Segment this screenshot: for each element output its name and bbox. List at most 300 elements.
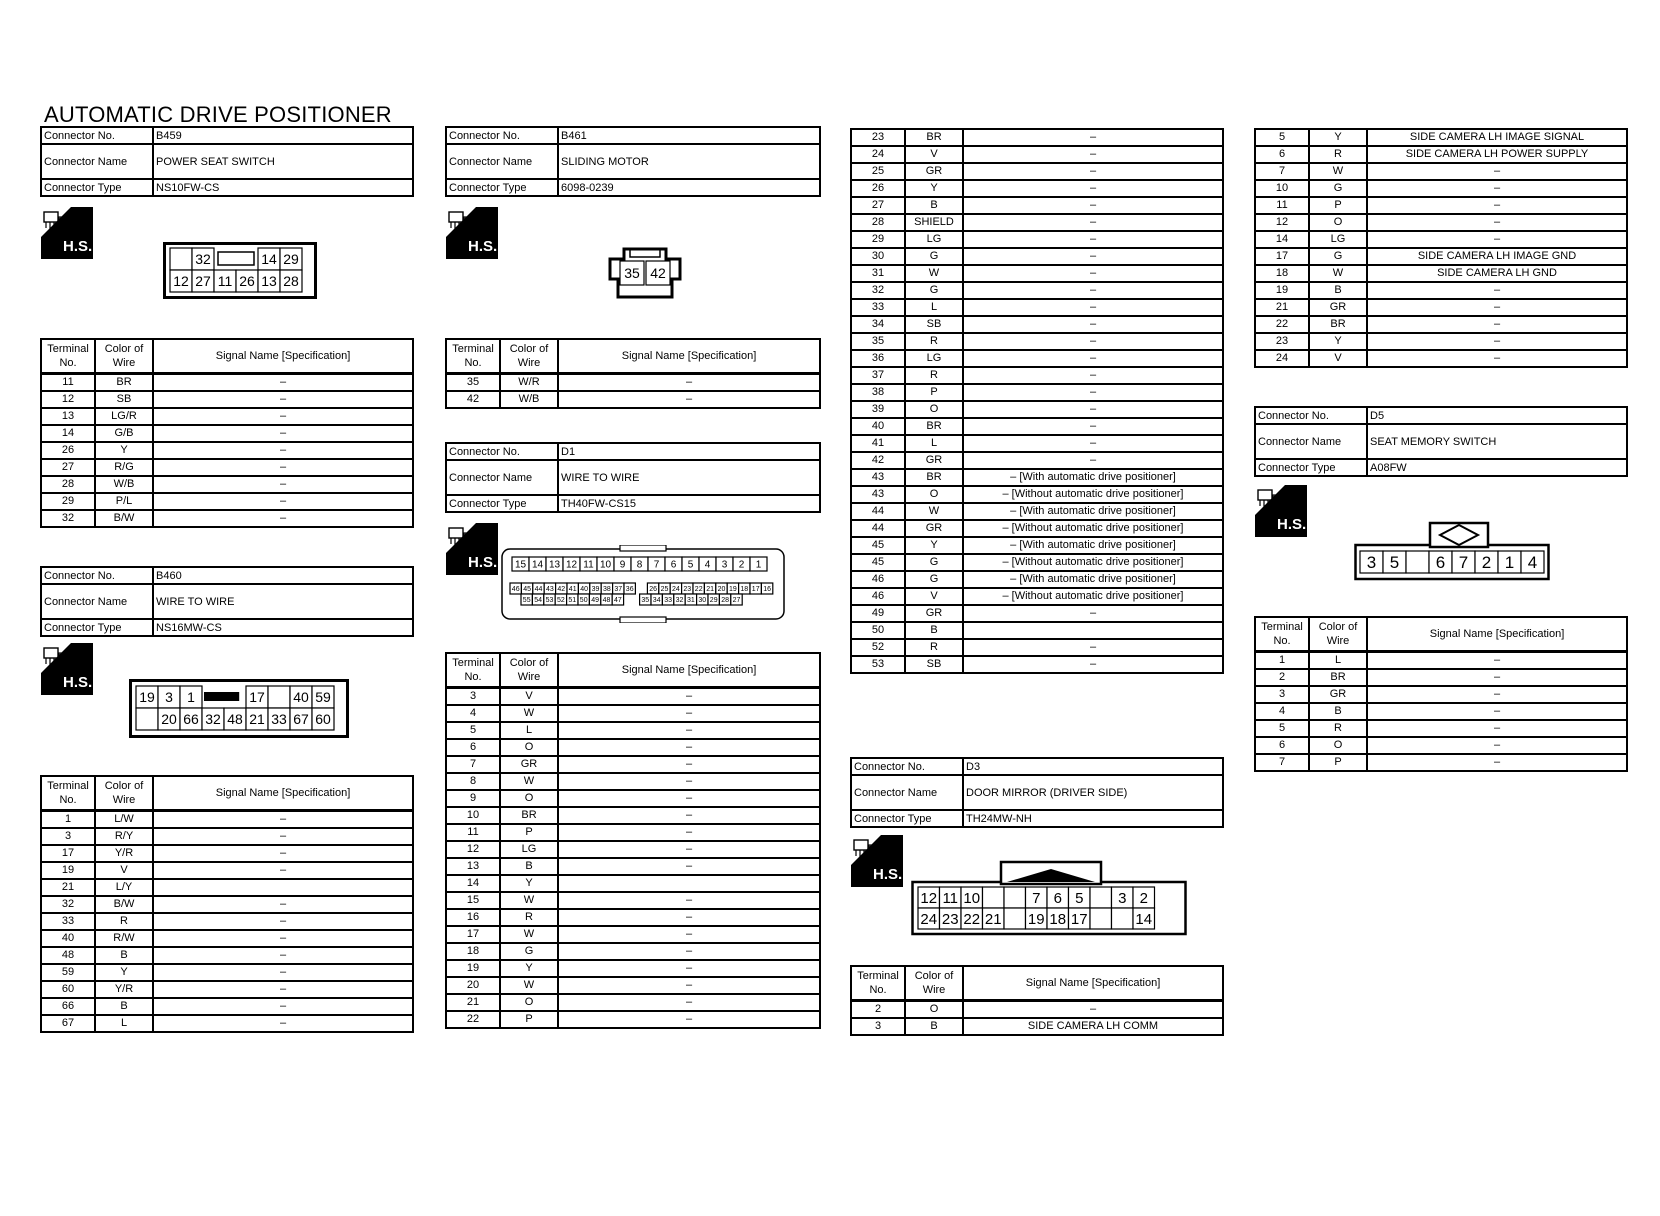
- terminal-no: 2: [1255, 669, 1309, 686]
- pin-number: 3: [721, 559, 728, 571]
- signal-name: –: [558, 909, 820, 926]
- terminal-table-b459: [40, 338, 414, 528]
- connector-pin: [699, 557, 716, 571]
- signal-name: –: [963, 146, 1223, 163]
- connector-pin: [612, 594, 623, 605]
- terminal-no: 13: [41, 408, 95, 425]
- terminal-no: 4: [1255, 703, 1309, 720]
- terminal-table-d3-b-wrap: [1254, 128, 1628, 368]
- terminal-no: 59: [41, 964, 95, 981]
- signal-name: –: [558, 705, 820, 722]
- signal-name: –: [558, 391, 820, 408]
- header-signal: Signal Name [Specification]: [963, 966, 1223, 1000]
- signal-name: –: [558, 807, 820, 824]
- connector-no-value: D3: [963, 758, 1223, 775]
- connector-no-value: D1: [558, 443, 820, 460]
- wire-color: B: [905, 1018, 963, 1035]
- terminal-no: 14: [1255, 231, 1309, 248]
- connector-pin: [693, 583, 704, 594]
- connector-type-value: 6098-0239: [558, 179, 820, 196]
- signal-name: –: [558, 687, 820, 705]
- connector-pin: [180, 708, 202, 730]
- signal-name: –: [153, 391, 413, 408]
- wire-color: P: [1309, 197, 1367, 214]
- wire-color: R/G: [95, 459, 153, 476]
- connector-pin: [521, 583, 532, 594]
- label-connector-no: Connector No.: [41, 567, 153, 584]
- signal-name: –: [963, 316, 1223, 333]
- terminal-no: 18: [1255, 265, 1309, 282]
- header-signal: Signal Name [Specification]: [153, 776, 413, 810]
- terminal-no: 41: [851, 435, 905, 452]
- pin-number: 11: [217, 273, 233, 290]
- pin-number: 11: [942, 889, 959, 907]
- table-row: [851, 418, 1223, 435]
- harness-side-icon: [41, 207, 93, 264]
- terminal-no: 16: [446, 909, 500, 926]
- table-row: [851, 299, 1223, 316]
- connector-pin: [1133, 908, 1155, 929]
- connector-pin: [532, 594, 543, 605]
- signal-name: –: [1367, 197, 1627, 214]
- signal-name: –: [963, 231, 1223, 248]
- wire-color: L: [500, 722, 558, 739]
- signal-name: –: [153, 930, 413, 947]
- connector-pin: [556, 583, 567, 594]
- terminal-no: 7: [1255, 754, 1309, 771]
- terminal-no: 17: [1255, 248, 1309, 265]
- terminal-no: 53: [851, 656, 905, 673]
- signal-name: –: [153, 1015, 413, 1032]
- connector-pin: [1069, 887, 1091, 908]
- wire-color: Y: [905, 537, 963, 554]
- connector-face-d3: [911, 860, 1187, 936]
- table-row: [1255, 231, 1627, 248]
- table-row: [1255, 350, 1627, 367]
- connector-pin: [567, 594, 578, 605]
- label-connector-type: Connector Type: [446, 495, 558, 512]
- table-row: [41, 391, 413, 408]
- pin-number: 26: [239, 273, 255, 290]
- table-row: [446, 687, 820, 705]
- pin-number: 30: [698, 597, 707, 605]
- connector-pin: [1475, 551, 1498, 573]
- connector-pin: [731, 594, 742, 605]
- pin-number: 38: [603, 586, 611, 594]
- connector-pin: [716, 557, 733, 571]
- terminal-no: 36: [851, 350, 905, 367]
- signal-name: –: [1367, 214, 1627, 231]
- pin-number: 49: [591, 597, 599, 605]
- table-row: [41, 964, 413, 981]
- wire-color: Y/R: [95, 845, 153, 862]
- pin-number: 3: [165, 689, 173, 706]
- header-color: Color of Wire: [95, 776, 153, 810]
- terminal-no: 22: [1255, 316, 1309, 333]
- connector-pin: [1133, 887, 1155, 908]
- signal-name: –: [558, 739, 820, 756]
- connector-pin: [546, 557, 563, 571]
- harness-side-icon: [851, 835, 903, 892]
- connector-pin: [192, 248, 214, 270]
- connector-pin: [1026, 887, 1048, 908]
- pin-number: 13: [261, 273, 277, 290]
- wire-color: P: [905, 384, 963, 401]
- hs-label: H.S.: [468, 554, 498, 571]
- wire-color: O: [1309, 737, 1367, 754]
- wire-color: B: [500, 858, 558, 875]
- terminal-no: 21: [446, 994, 500, 1011]
- terminal-no: 33: [851, 299, 905, 316]
- wire-color: R: [905, 333, 963, 350]
- wire-color: BR: [905, 469, 963, 486]
- wire-color: BR: [95, 373, 153, 391]
- connector-pin: [682, 583, 693, 594]
- label-connector-no: Connector No.: [1255, 407, 1367, 424]
- wire-color: G: [905, 248, 963, 265]
- connector-pin: [580, 557, 597, 571]
- table-row: [851, 656, 1223, 673]
- table-row: [41, 810, 413, 828]
- hs-label: H.S.: [468, 238, 498, 255]
- terminal-no: 42: [446, 391, 500, 408]
- pin-number: 42: [650, 265, 666, 282]
- header-color: Color of Wire: [95, 339, 153, 373]
- terminal-no: 21: [41, 879, 95, 896]
- signal-name: –: [153, 810, 413, 828]
- wire-color: W: [1309, 163, 1367, 180]
- wire-color: Y: [1309, 129, 1367, 146]
- hs-label: H.S.: [63, 238, 93, 255]
- connector-face-d5: [1354, 521, 1550, 581]
- harness-side-icon: [446, 207, 498, 264]
- header-signal: Signal Name [Specification]: [558, 653, 820, 687]
- terminal-no: 29: [851, 231, 905, 248]
- table-row: [446, 824, 820, 841]
- terminal-no: 28: [851, 214, 905, 231]
- connector-type-value: NS16MW-CS: [153, 619, 413, 636]
- terminal-table-b461-wrap: [445, 338, 821, 409]
- connector-b460: [40, 566, 414, 637]
- connector-type-value: NS10FW-CS: [153, 179, 413, 196]
- table-row: [41, 425, 413, 442]
- terminal-no: 30: [851, 248, 905, 265]
- pin-number: 21: [706, 586, 714, 594]
- signal-name: –: [153, 896, 413, 913]
- terminal-no: 35: [851, 333, 905, 350]
- signal-name: – [With automatic drive positioner]: [963, 469, 1223, 486]
- pin-number: 19: [729, 586, 737, 594]
- connector-pin: [268, 708, 290, 730]
- terminal-no: 13: [446, 858, 500, 875]
- wire-color: O: [500, 790, 558, 807]
- wire-color: L: [905, 299, 963, 316]
- wire-color: B/W: [95, 510, 153, 527]
- terminal-no: 14: [41, 425, 95, 442]
- terminal-no: 26: [41, 442, 95, 459]
- wire-color: BR: [500, 807, 558, 824]
- wire-color: LG: [905, 350, 963, 367]
- table-row: [1255, 669, 1627, 686]
- pin-number: 29: [283, 251, 299, 268]
- wire-color: BR: [905, 418, 963, 435]
- terminal-table-d3-part2: [1254, 128, 1628, 368]
- signal-name: –: [963, 401, 1223, 418]
- pin-number: 3: [1118, 889, 1127, 907]
- page-title: AUTOMATIC DRIVE POSITIONER: [44, 102, 392, 127]
- wire-color: Y: [95, 442, 153, 459]
- signal-name: –: [558, 977, 820, 994]
- table-row: [41, 493, 413, 510]
- connector-no-value: B460: [153, 567, 413, 584]
- terminal-table-b460-wrap: [40, 775, 414, 1033]
- connector-info-d1: [445, 442, 821, 513]
- signal-name: [963, 622, 1223, 639]
- pin-number: 54: [534, 597, 542, 605]
- terminal-no: 60: [41, 981, 95, 998]
- connector-pin: [659, 583, 670, 594]
- terminal-no: 31: [851, 265, 905, 282]
- signal-name: –: [963, 384, 1223, 401]
- wire-color: V: [1309, 350, 1367, 367]
- connector-name-value: WIRE TO WIRE: [558, 460, 820, 495]
- hs-label: H.S.: [1277, 516, 1307, 533]
- signal-name: –: [1367, 163, 1627, 180]
- terminal-no: 26: [851, 180, 905, 197]
- pin-number: 1: [755, 559, 762, 571]
- lock-slot: [218, 252, 254, 265]
- table-row: [446, 722, 820, 739]
- header-signal: Signal Name [Specification]: [558, 339, 820, 373]
- pin-number: 17: [1070, 910, 1088, 928]
- wire-color: W/B: [95, 476, 153, 493]
- connector-pin: [1090, 908, 1112, 929]
- pin-number: 17: [751, 586, 760, 594]
- signal-name: –: [153, 981, 413, 998]
- wire-color: O: [1309, 214, 1367, 231]
- connector-pin: [624, 583, 635, 594]
- pin-number: 19: [139, 689, 155, 706]
- pin-number: 14: [261, 251, 277, 268]
- wire-color: Y: [905, 180, 963, 197]
- signal-name: – [Without automatic drive positioner]: [963, 588, 1223, 605]
- connector-info-b459: [40, 126, 414, 197]
- connector-pin: [521, 594, 532, 605]
- label-connector-type: Connector Type: [41, 619, 153, 636]
- signal-name: –: [153, 947, 413, 964]
- table-row: [41, 930, 413, 947]
- wire-color: BR: [1309, 669, 1367, 686]
- connector-pin: [597, 557, 614, 571]
- terminal-no: 50: [851, 622, 905, 639]
- header-terminal: Terminal No.: [446, 653, 500, 687]
- label-connector-name: Connector Name: [41, 584, 153, 619]
- table-row: [851, 146, 1223, 163]
- wire-color: P: [500, 824, 558, 841]
- signal-name: –: [1367, 333, 1627, 350]
- signal-name: –: [963, 163, 1223, 180]
- terminal-no: 5: [1255, 129, 1309, 146]
- signal-name: –: [1367, 686, 1627, 703]
- terminal-no: 19: [41, 862, 95, 879]
- signal-name: –: [1367, 651, 1627, 669]
- table-row: [446, 892, 820, 909]
- signal-name: –: [963, 214, 1223, 231]
- signal-name: –: [153, 493, 413, 510]
- signal-name: –: [963, 452, 1223, 469]
- connector-pin: [1112, 887, 1134, 908]
- pin-number: 4: [704, 559, 711, 571]
- table-row: [446, 909, 820, 926]
- connector-pin: [1452, 551, 1475, 573]
- wire-color: R: [905, 367, 963, 384]
- pin-number: 14: [1135, 910, 1153, 928]
- pin-number: 40: [580, 586, 588, 594]
- connector-pin: [1360, 551, 1383, 573]
- table-row: [446, 875, 820, 892]
- pin-number: 8: [636, 559, 643, 571]
- pin-number: 5: [1075, 889, 1084, 907]
- connector-pin: [670, 583, 681, 594]
- table-row: [446, 943, 820, 960]
- signal-name: –: [963, 435, 1223, 452]
- table-row: [446, 960, 820, 977]
- table-row: [851, 622, 1223, 639]
- wire-color: V: [500, 687, 558, 705]
- connector-pin: [662, 594, 673, 605]
- table-row: [1255, 754, 1627, 771]
- header-signal: Signal Name [Specification]: [153, 339, 413, 373]
- terminal-no: 24: [851, 146, 905, 163]
- terminal-no: 23: [1255, 333, 1309, 350]
- connector-pin: [1090, 887, 1112, 908]
- pin-number: 15: [514, 559, 527, 571]
- pin-number: 66: [183, 711, 199, 728]
- wire-color: G: [1309, 248, 1367, 265]
- connector-no-value: B459: [153, 127, 413, 144]
- wire-color: R: [1309, 720, 1367, 737]
- table-row: [851, 316, 1223, 333]
- signal-name: –: [153, 913, 413, 930]
- connector-pin: [648, 557, 665, 571]
- pin-number: 23: [683, 586, 692, 594]
- table-row: [851, 197, 1223, 214]
- table-row: [851, 1000, 1223, 1018]
- signal-name: –: [153, 373, 413, 391]
- wire-color: B: [95, 998, 153, 1015]
- terminal-table-d5: [1254, 616, 1628, 772]
- terminal-no: 6: [1255, 146, 1309, 163]
- table-row: [851, 486, 1223, 503]
- wire-color: GR: [905, 163, 963, 180]
- table-row: [1255, 282, 1627, 299]
- table-row: [851, 231, 1223, 248]
- label-connector-name: Connector Name: [446, 144, 558, 179]
- signal-name: –: [558, 773, 820, 790]
- hs-label: H.S.: [873, 866, 903, 883]
- terminal-no: 43: [851, 486, 905, 503]
- terminal-no: 67: [41, 1015, 95, 1032]
- connector-pin: [544, 583, 555, 594]
- connector-pin: [761, 583, 772, 594]
- connector-pin: [312, 708, 334, 730]
- pin-number: 11: [583, 559, 594, 571]
- pin-number: 12: [920, 889, 938, 907]
- connector-pin: [590, 583, 601, 594]
- table-row: [446, 373, 820, 391]
- connector-info-d3: [850, 757, 1224, 828]
- wire-color: GR: [1309, 299, 1367, 316]
- connector-pin: [1004, 908, 1026, 929]
- signal-name: – [Without automatic drive positioner]: [963, 554, 1223, 571]
- hs-label: H.S.: [63, 674, 93, 691]
- harness-side-icon: [446, 523, 498, 580]
- connector-pin: [158, 686, 180, 708]
- terminal-no: 11: [41, 373, 95, 391]
- pin-number: 28: [283, 273, 299, 290]
- label-connector-name: Connector Name: [1255, 424, 1367, 459]
- connector-pin: [589, 594, 600, 605]
- terminal-no: 25: [851, 163, 905, 180]
- signal-name: –: [153, 845, 413, 862]
- signal-name: –: [558, 1011, 820, 1028]
- terminal-no: 46: [851, 571, 905, 588]
- connector-pin: [1047, 908, 1069, 929]
- table-row: [446, 858, 820, 875]
- terminal-no: 37: [851, 367, 905, 384]
- table-row: [446, 773, 820, 790]
- pin-number: 24: [672, 586, 680, 594]
- connector-pin: [529, 557, 546, 571]
- connector-pin: [555, 594, 566, 605]
- pin-number: 39: [591, 586, 600, 594]
- wire-color: BR: [1309, 316, 1367, 333]
- pin-number: 6: [1053, 889, 1062, 907]
- connector-pin: [1498, 551, 1521, 573]
- terminal-no: 66: [41, 998, 95, 1015]
- table-row: [851, 265, 1223, 282]
- wire-color: R: [95, 913, 153, 930]
- signal-name: –: [963, 639, 1223, 656]
- label-connector-type: Connector Type: [446, 179, 558, 196]
- signal-name: –: [558, 960, 820, 977]
- label-connector-name: Connector Name: [851, 775, 963, 810]
- signal-name: –: [1367, 737, 1627, 754]
- connector-no-value: D5: [1367, 407, 1627, 424]
- signal-name: – [Without automatic drive positioner]: [963, 520, 1223, 537]
- connector-pin: [601, 594, 612, 605]
- connector-pin: [733, 557, 750, 571]
- terminal-table-d5-wrap: [1254, 616, 1628, 772]
- table-row: [851, 282, 1223, 299]
- terminal-table-d1-a-wrap: [445, 652, 821, 1029]
- pin-number: 7: [1032, 889, 1041, 907]
- signal-name: –: [153, 510, 413, 527]
- terminal-no: 45: [851, 554, 905, 571]
- table-row: [851, 503, 1223, 520]
- signal-name: –: [1367, 703, 1627, 720]
- wire-color: B: [905, 622, 963, 639]
- table-row: [446, 391, 820, 408]
- connector-pin: [750, 557, 767, 571]
- label-connector-no: Connector No.: [41, 127, 153, 144]
- connector-pin: [180, 686, 202, 708]
- table-row: [41, 947, 413, 964]
- header-color: Color of Wire: [500, 653, 558, 687]
- pin-number: 7: [653, 559, 660, 571]
- wire-color: G: [905, 571, 963, 588]
- table-row: [41, 913, 413, 930]
